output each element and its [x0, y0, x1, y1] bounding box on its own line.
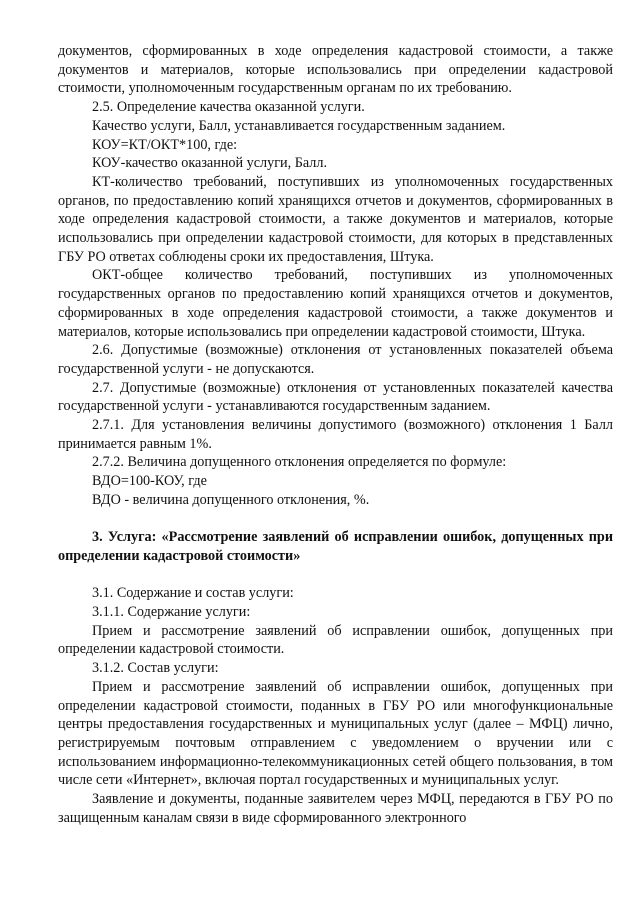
paragraph: ВДО=100-КОУ, где — [92, 473, 207, 490]
paragraph: Качество услуги, Балл, устанавливается государственным заданием. — [92, 117, 506, 134]
paragraph: Прием и рассмотрение заявлений об исправлении ошибок, допущенных при определении кадастровой стоимости. — [58, 622, 613, 658]
paragraph: Прием и рассмотрение заявлений об исправлении ошибок, допущенных при определении кадастровой стоимости, поданных в ГБУ РО или многофункциональные центры предоставления государственных и муниципальных услуг (далее – МФЦ) лично, регистрируемым почтовым отправлением с уведомлением о вручении или с использованием информационно-телекоммуникационных сетей общего пользования, в том числе сети «Интернет», включая портал государственных и муниципальных услуг. — [58, 678, 613, 789]
paragraph: КТ-количество требований, поступивших из уполномоченных государственных органов, по предоставлению копий хранящихся отчетов и документов, сформированных в ходе определения кадастровой стоимости, а также документов и материалов, которые использовались при определении кадастровой стоимости, для которых в представленных ГБУ РО ответах соблюдены сроки их предоставления, Штука. — [58, 173, 613, 265]
document-page — [58, 42, 613, 828]
paragraph: Заявление и документы, поданные заявителем через МФЦ, передаются в ГБУ РО по защищенным каналам связи в виде сформированного электронного — [58, 791, 613, 826]
blank-line — [58, 566, 613, 585]
paragraph: ВДО - величина допущенного отклонения, %. — [92, 491, 370, 508]
paragraph: 2.7.1. Для установления величины допустимого (возможного) отклонения 1 Балл принимается равным 1%. — [58, 417, 613, 452]
paragraph: 3.1.1. Содержание услуги: — [92, 604, 251, 621]
paragraph: 2.5. Определение качества оказанной услуги. — [92, 99, 365, 116]
blank-line — [58, 510, 613, 529]
paragraph: 2.7. Допустимые (возможные) отклонения от установленных показателей качества государственной услуги - устанавливаются государственным заданием. — [58, 379, 613, 415]
paragraph: 2.7.2. Величина допущенного отклонения определяется по формуле: — [92, 454, 507, 471]
paragraph: документов, сформированных в ходе определения кадастровой стоимости, а также документов и материалов, которые использовались при определении кадастровой стоимости, уполномоченным государственным органам по их требованию. — [58, 43, 613, 97]
section-heading: 3. Услуга: «Рассмотрение заявлений об исправлении ошибок, допущенных при определении кадастровой стоимости» — [58, 529, 613, 564]
paragraph: КОУ=КТ/ОКТ*100, где: — [92, 136, 238, 153]
paragraph: 2.6. Допустимые (возможные) отклонения от установленных показателей объема государственной услуги - не допускаются. — [58, 342, 613, 377]
paragraph: 3.1. Содержание и состав услуги: — [92, 585, 294, 602]
paragraph: ОКТ-общее количество требований, поступивших из уполномоченных государственных органов по предоставлению копий хранящихся отчетов и документов, сформированных в ходе определения кадастровой стоимости, а также документов и материалов, которые использовались при определении кадастровой стоимости, Штука. — [58, 267, 613, 340]
paragraph: 3.1.2. Состав услуги: — [92, 660, 219, 677]
paragraph: КОУ-качество оказанной услуги, Балл. — [92, 155, 327, 172]
